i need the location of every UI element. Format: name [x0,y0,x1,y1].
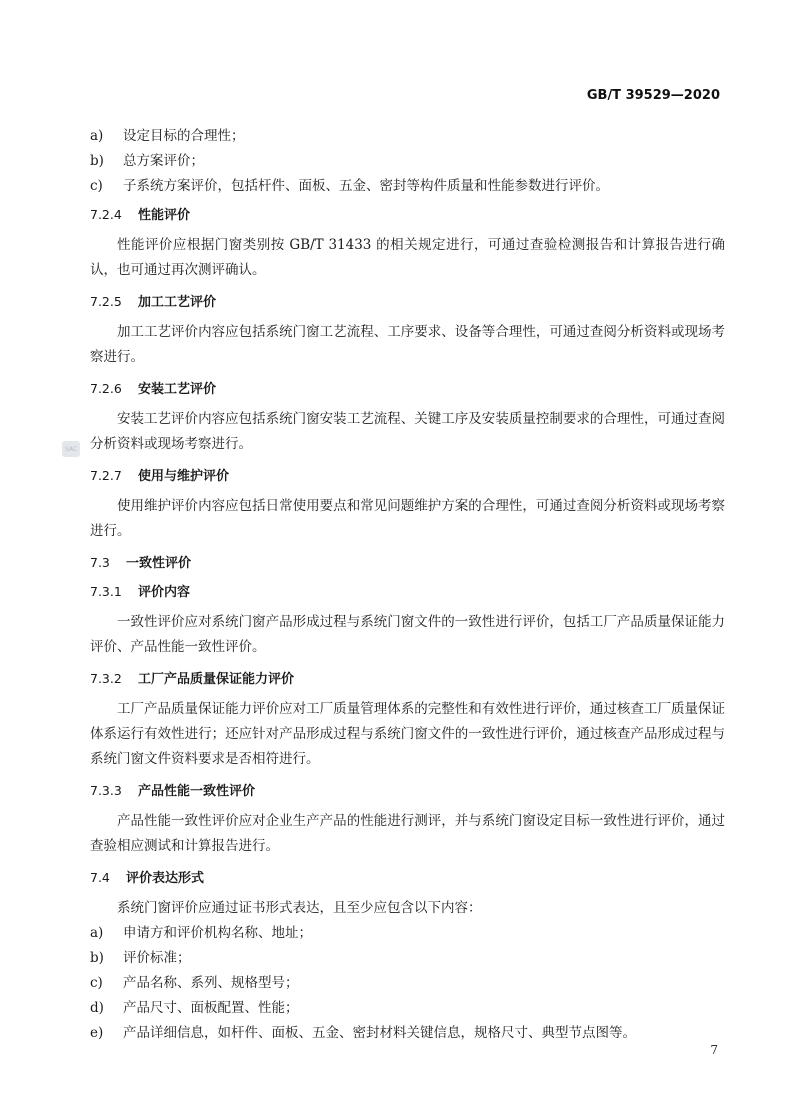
list-text: 评价标准； [123,950,191,966]
section-number: 7.3.1 [90,584,122,599]
section-number: 7.3 [90,555,110,570]
section-paragraph: 安装工艺评价内容应包括系统门窗安装工艺流程、关键工序及安装质量控制要求的合理性，可通过查阅分析资料或现场考察进行。 [90,411,725,452]
section-paragraph: 一致性评价应对系统门窗产品形成过程与系统门窗文件的一致性进行评价，包括工厂产品质量保证能力评价、产品性能一致性评价。 [90,614,725,655]
section-heading-7-2-5 [90,289,725,315]
list-item [90,996,725,1021]
document-body [90,124,725,1046]
section-title: 安装工艺评价 [138,382,217,397]
list-item [90,971,725,996]
list-text: 产品名称、系列、规格型号； [123,975,299,991]
list-text: 设定目标的合理性； [123,128,245,144]
section-heading-7-2-6 [90,376,725,402]
list-marker: b) [90,950,104,966]
section-title: 加工工艺评价 [138,295,217,310]
section-number: 7.3.2 [90,671,122,686]
list-text: 产品详细信息，如杆件、面板、五金、密封材料关键信息，规格尺寸、典型节点图等。 [123,1025,636,1041]
section-paragraph: 产品性能一致性评价应对企业生产产品的性能进行测评，并与系统门窗设定目标一致性进行评价，通过查验相应测试和计算报告进行。 [90,813,725,854]
section-paragraph: 性能评价应根据门窗类别按 GB/T 31433 的相关规定进行，可通过查验检测报告和计算报告进行确认，也可通过再次测评确认。 [90,237,725,278]
list-item [90,946,725,971]
section-title: 评价表达形式 [126,871,205,886]
list-item [90,124,725,149]
section-title: 使用与维护评价 [138,469,230,484]
section-title: 产品性能一致性评价 [138,784,256,799]
list-item [90,921,725,946]
list-marker: e) [90,1025,104,1041]
section-number: 7.2.4 [90,207,122,222]
section-heading-7-3-3 [90,778,725,804]
standard-number: GB/T 39529—2020 [586,88,720,103]
list-item [90,149,725,174]
list-marker: b) [90,153,104,169]
section-number: 7.2.5 [90,294,122,309]
list-text: 申请方和评价机构名称、地址； [123,925,312,941]
section-title: 一致性评价 [126,556,192,571]
list-text: 子系统方案评价，包括杆件、面板、五金、密封等构件质量和性能参数进行评价。 [123,178,609,194]
list-marker: c) [90,975,103,991]
list-text: 产品尺寸、面板配置、性能； [123,1000,299,1016]
page-number: 7 [710,1043,718,1057]
list-marker: a) [90,925,104,941]
side-watermark-icon: SAC [62,441,80,457]
list-marker: c) [90,178,103,194]
list-marker: a) [90,128,104,144]
section-heading-7-4 [90,865,725,891]
section-title: 评价内容 [138,585,191,600]
section-heading-7-2-4 [90,202,725,228]
section-heading-7-3 [90,550,725,576]
section-number: 7.4 [90,870,110,885]
list-marker: d) [90,1000,104,1016]
section-heading-7-3-2 [90,666,725,692]
section-paragraph: 系统门窗评价应通过证书形式表达，且至少应包含以下内容： [117,900,482,916]
list-item [90,1021,725,1046]
section-heading-7-2-7 [90,463,725,489]
section-number: 7.2.6 [90,381,122,396]
section-paragraph: 使用维护评价内容应包括日常使用要点和常见问题维护方案的合理性，可通过查阅分析资料或现场考察进行。 [90,498,725,539]
section-paragraph: 加工工艺评价内容应包括系统门窗工艺流程、工序要求、设备等合理性，可通过查阅分析资料或现场考察进行。 [90,324,725,365]
list-text: 总方案评价； [123,153,204,169]
section-number: 7.2.7 [90,468,122,483]
list-item [90,174,725,199]
section-title: 工厂产品质量保证能力评价 [138,672,295,687]
section-heading-7-3-1 [90,579,725,605]
section-number: 7.3.3 [90,783,122,798]
section-title: 性能评价 [138,208,191,223]
section-paragraph: 工厂产品质量保证能力评价应对工厂质量管理体系的完整性和有效性进行评价，通过核查工厂质量保证体系运行有效性进行；还应针对产品形成过程与系统门窗文件的一致性进行评价，通过核查产品形成过程与系统门窗文件资料要求是否相符进行。 [90,701,725,767]
